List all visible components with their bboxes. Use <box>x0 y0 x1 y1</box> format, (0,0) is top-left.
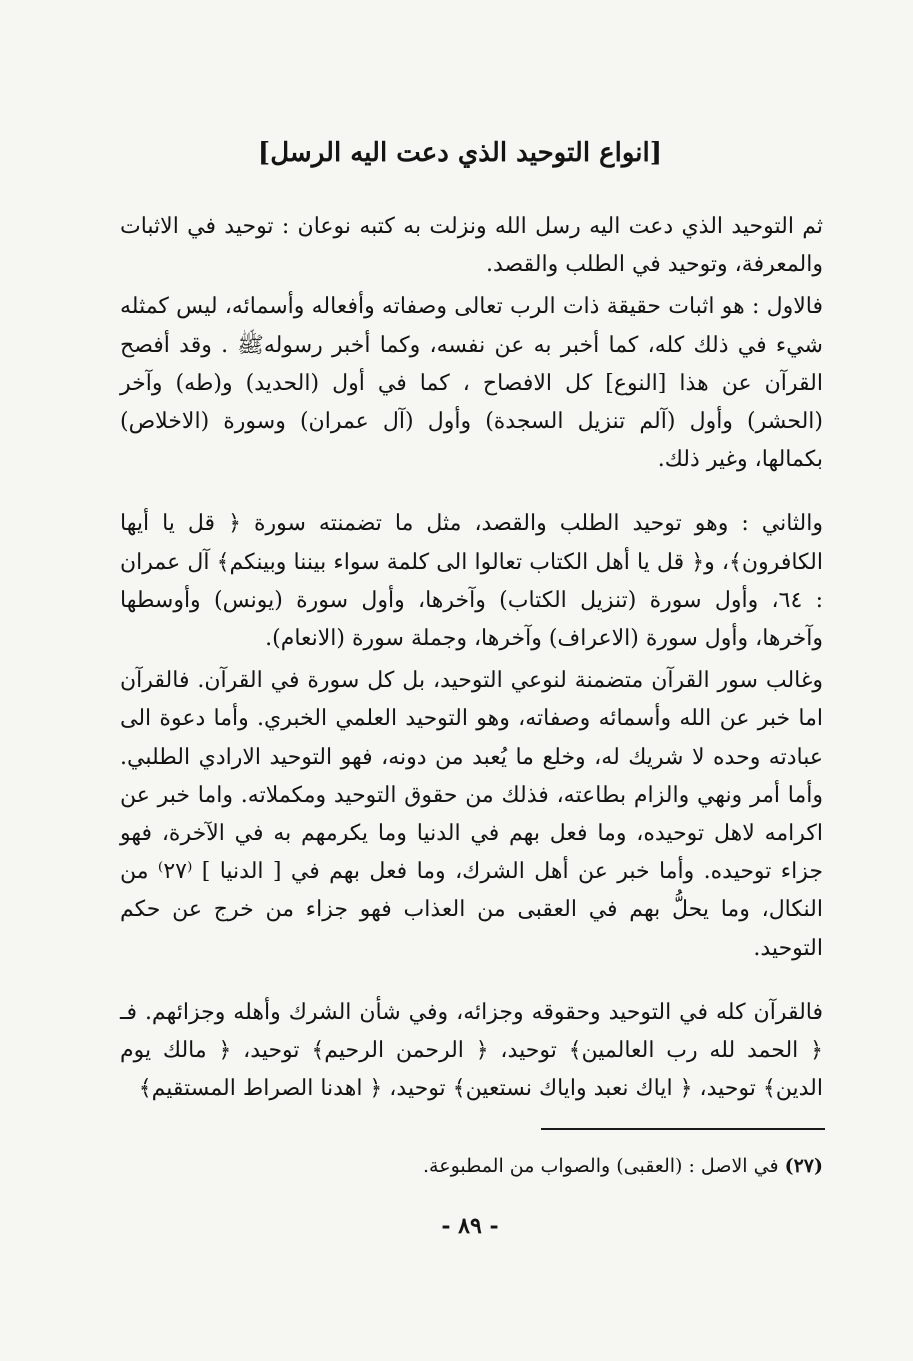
footnote-divider <box>541 1128 825 1130</box>
paragraph-1: ثم التوحيد الذي دعت اليه رسل الله ونزلت به كتبه نوعان : توحيد في الاثبات والمعرفة، وتوحيد في الطلب والقصد. <box>120 214 823 278</box>
paragraph-2: فالاول : هو اثبات حقيقة ذات الرب تعالى وصفاته وأفعاله وأسمائه، ليس كمثله شيء في ذلك كله، كما أخبر به عن نفسه، وكما أخبر رسولهﷺ . وقد أفصح القرآن عن هذا [النوع] كل الافصاح ، كما في أول (الحديد) و(طه) وآخر (الحشر) وأول (آلم تنزيل السجدة) وأول (آل عمران) وسورة (الاخلاص) بكمالها، وغير ذلك. <box>120 294 823 473</box>
footnote <box>300 1150 823 1182</box>
paragraph-5: فالقرآن كله في التوحيد وحقوقه وجزائه، وفي شأن الشرك وأهله وجزائهم. فـ ﴿ الحمد لله رب العالمين﴾ توحيد، ﴿ الرحمن الرحيم﴾ توحيد، ﴿ مالك يوم الدين﴾ توحيد، ﴿ اياك نعبد واياك نستعين﴾ توحيد، ﴿ اهدنا الصراط المستقيم﴾ <box>120 999 823 1102</box>
body-text <box>120 208 823 1108</box>
paragraph-4: وغالب سور القرآن متضمنة لنوعي التوحيد، بل كل سورة في القرآن. فالقرآن اما خبر عن الله وأسمائه وصفاته، وهو التوحيد العلمي الخبري. وأما دعوة الى عبادته وحده لا شريك له، وخلع ما يُعبد من دونه، فهو التوحيد الارادي الطلبي. وأما أمر ونهي والزام بطاعته، فذلك من حقوق التوحيد ومكملاته. واما خبر عن اكرامه لاهل توحيده، وما فعل بهم في الدنيا وما يكرمهم به في الآخرة، فهو جزاء توحيده. وأما خبر عن أهل الشرك، وما فعل بهم في [ الدنيا ] ⁽٢٧⁾ من النكال، وما يحلُّ بهم في العقبى من العذاب فهو جزاء من خرج عن حكم التوحيد. <box>120 668 823 961</box>
paragraph-3: والثاني : وهو توحيد الطلب والقصد، مثل ما تضمنته سورة ﴿ قل يا أيها الكافرون﴾، و﴿ قل يا أهل الكتاب تعالوا الى كلمة سواء بيننا وبينكم﴾ آل عمران : ٦٤، وأول سورة (تنزيل الكتاب) وآخرها، وأول سورة (يونس) وأوسطها وآخرها، وأول سورة (الاعراف) وآخرها، وجملة سورة (الانعام). <box>120 511 824 652</box>
footnote-text: في الاصل : (العقبى) والصواب من المطبوعة. <box>423 1155 779 1177</box>
section-heading: [انواع التوحيد الذي دعت اليه الرسل] <box>257 138 663 168</box>
page-number: - ٨٩ - <box>441 1213 499 1239</box>
footnote-number: (٢٧) <box>784 1155 823 1177</box>
